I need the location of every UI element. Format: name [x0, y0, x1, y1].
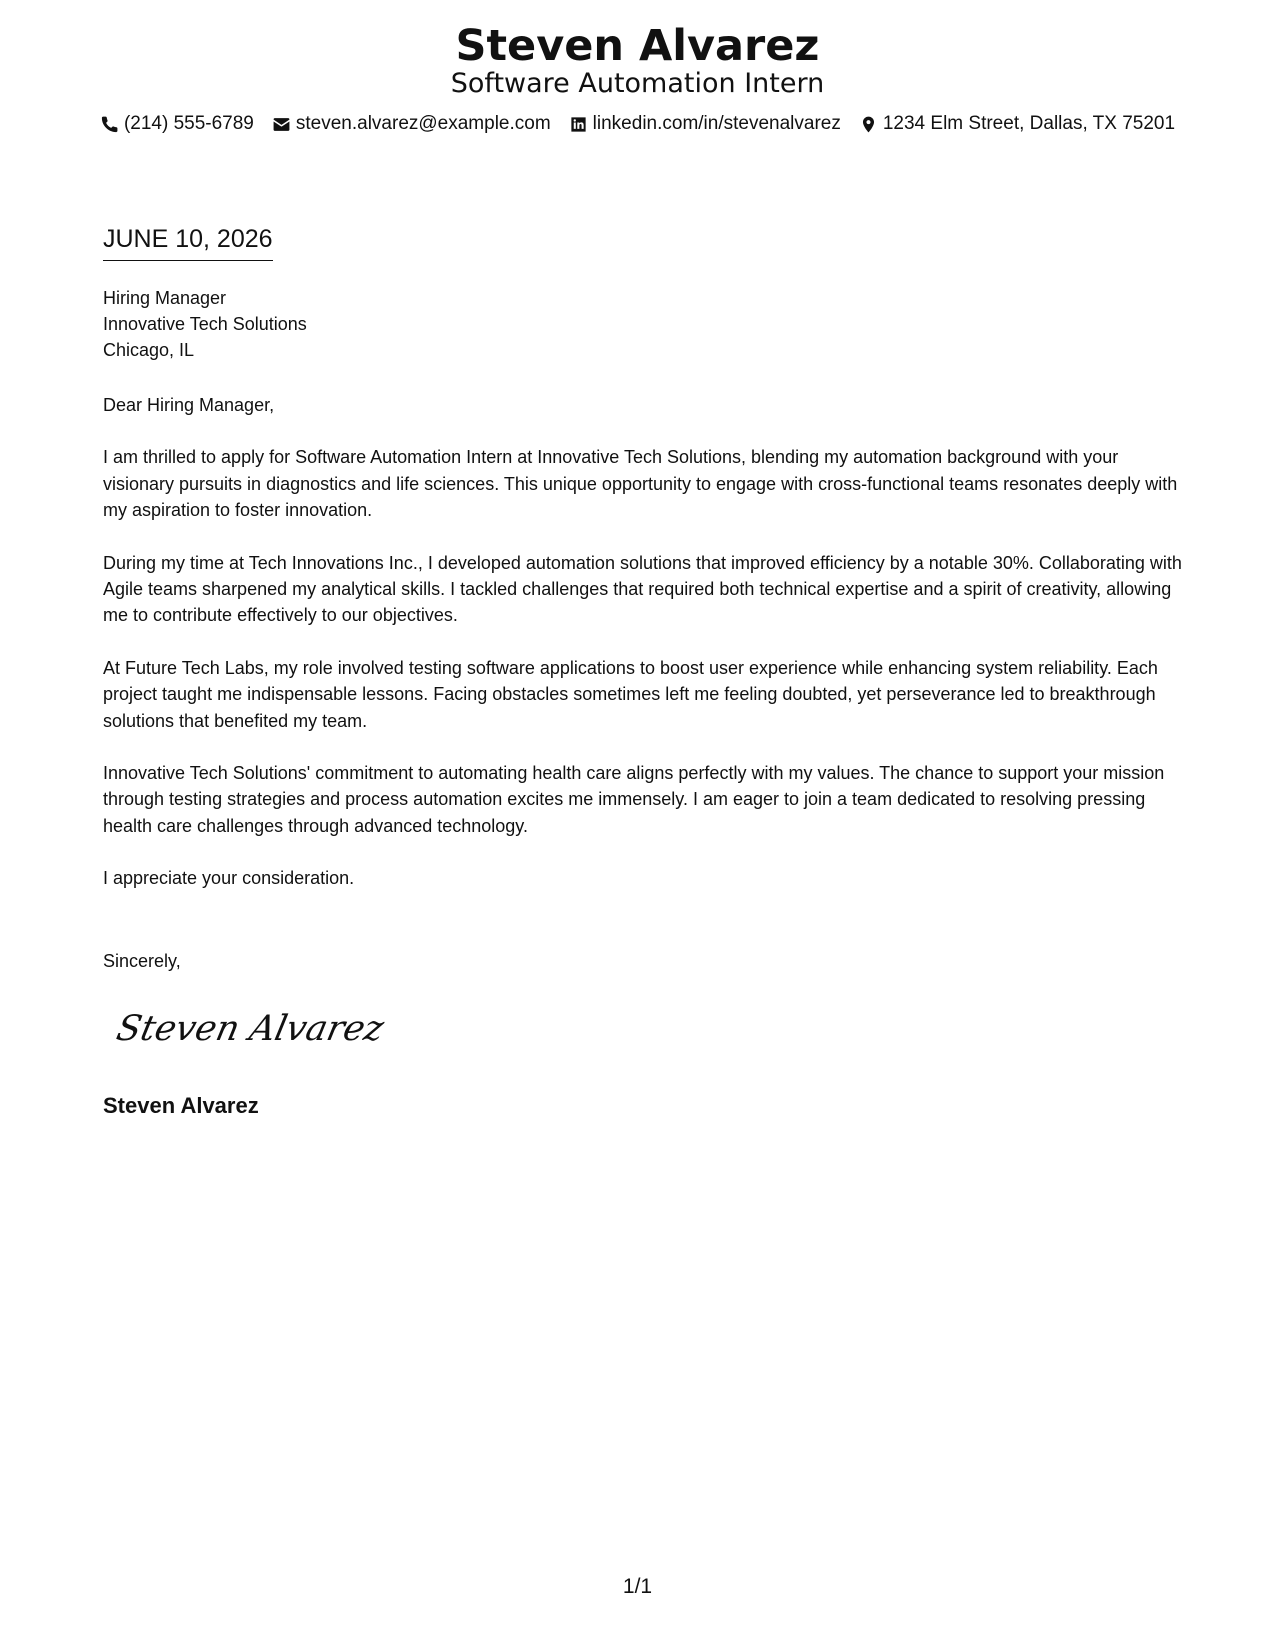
salutation: Dear Hiring Manager,	[103, 395, 275, 415]
contact-linkedin	[569, 112, 841, 136]
letter-header	[0, 20, 1275, 100]
linkedin-icon	[569, 115, 588, 134]
recipient-company: Innovative Tech Solutions	[103, 314, 307, 334]
contact-email	[272, 112, 551, 136]
address-text: 1234 Elm Street, Dallas, TX 75201	[882, 113, 1176, 134]
closing: Sincerely,	[103, 951, 181, 971]
signature-image: Steven Alvarez	[113, 1008, 388, 1049]
body-paragraph: Innovative Tech Solutions' commitment to automating health care aligns perfectly with my values. The chance to support your mission through testing strategies and process automation excites me immensely. I am eager to join a team dedicated to resolving pressing health care challenges through advanced technology.	[103, 763, 1165, 836]
handwritten-signature	[113, 1002, 388, 1056]
map-pin-icon	[859, 115, 878, 134]
recipient-title: Hiring Manager	[103, 288, 227, 308]
body-paragraph: During my time at Tech Innovations Inc., I developed automation solutions that improved efficiency by a notable 30%. Collaborating with Agile teams sharpened my analytical skills. I tackled challenges that required both technical expertise and a spirit of creativity, allowing me to contribute effectively to our objectives.	[103, 552, 1182, 626]
phone-icon	[100, 115, 119, 134]
body-paragraph: I am thrilled to apply for Software Automation Intern at Innovative Tech Solutions, blending my automation background with your visionary pursuits in diagnostics and life sciences. This unique opportunity to engage with cross-functional teams resonates deeply with my aspiration to foster innovation.	[103, 447, 1178, 521]
recipient-block	[103, 285, 307, 363]
envelope-icon	[272, 115, 291, 134]
email-text[interactable]: steven.alvarez@example.com	[295, 113, 551, 134]
page-number: 1/1	[622, 1575, 653, 1598]
contact-phone	[100, 112, 254, 136]
letter-body	[103, 392, 1193, 918]
body-paragraph: At Future Tech Labs, my role involved testing software applications to boost user experience while enhancing system reliability. Each project taught me indispensable lessons. Facing obstacles sometimes left me feeling doubted, yet perseverance led to breakthrough solutions that benefited my team.	[103, 657, 1158, 731]
linkedin-text[interactable]: linkedin.com/in/stevenalvarez	[592, 113, 841, 134]
letter-date: JUNE 10, 2026	[103, 224, 273, 261]
recipient-location: Chicago, IL	[103, 340, 195, 360]
signed-name: Steven Alvarez	[103, 1093, 259, 1118]
contact-bar	[0, 112, 1275, 136]
body-paragraph: I appreciate your consideration.	[103, 868, 355, 889]
contact-address	[859, 112, 1175, 136]
applicant-name: Steven Alvarez	[455, 21, 820, 71]
applicant-title: Software Automation Intern	[450, 68, 825, 99]
phone-text[interactable]: (214) 555-6789	[123, 113, 254, 134]
